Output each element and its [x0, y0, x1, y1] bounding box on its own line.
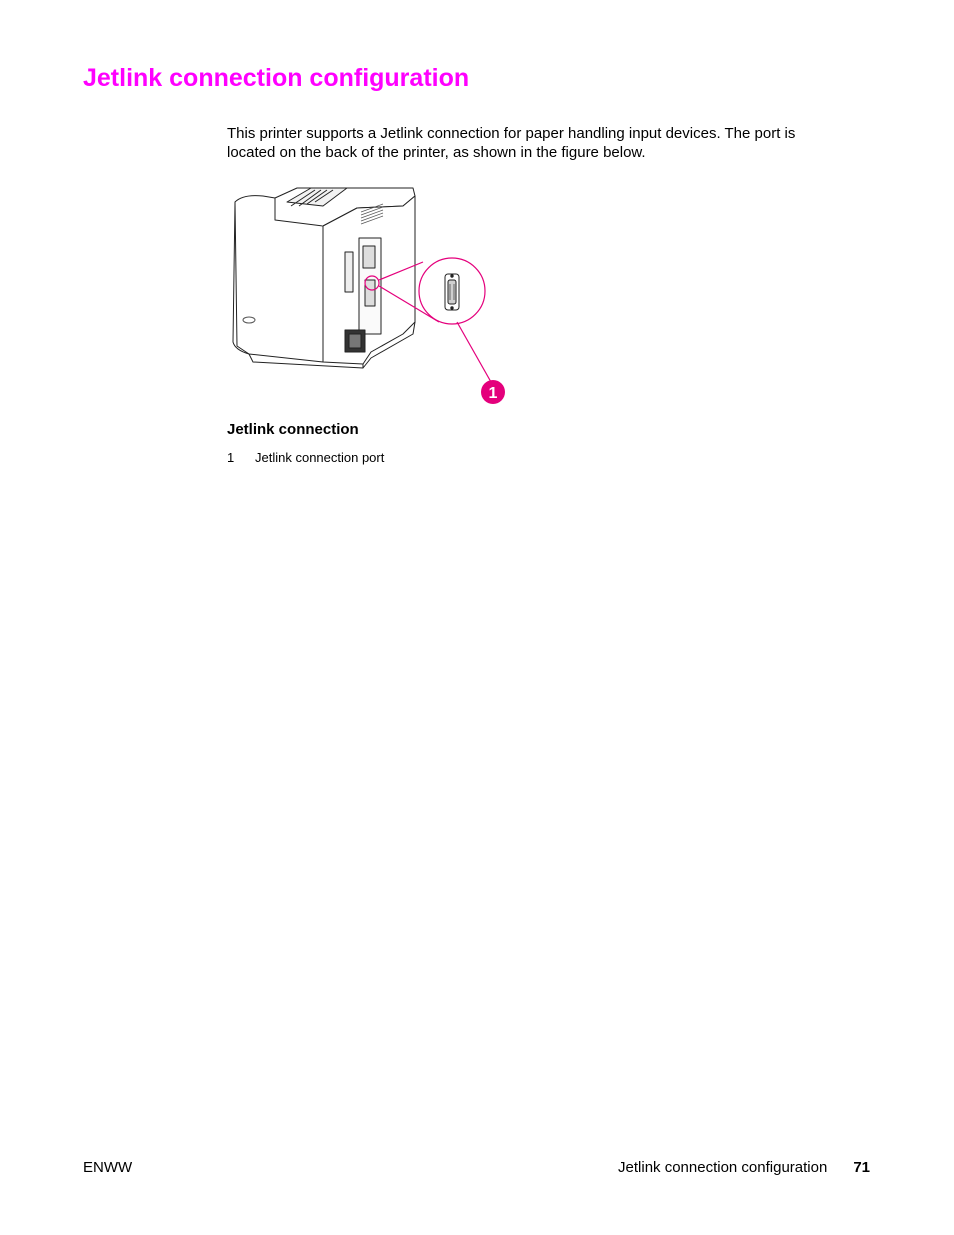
intro-paragraph: This printer supports a Jetlink connection for paper handling input devices. The port is located on the back of the printer, as shown in the figure below.: [227, 125, 796, 161]
figure-caption: Jetlink connection: [227, 421, 359, 438]
footer-right: [618, 1158, 870, 1178]
jetlink-port-icon: [445, 274, 459, 310]
figure-legend: [227, 449, 384, 466]
legend-number: 1: [227, 450, 235, 465]
printer-illustration: [227, 182, 517, 410]
legend-label: Jetlink connection port: [255, 450, 385, 465]
page-number: 71: [853, 1159, 870, 1176]
printer-front-face: [235, 196, 323, 362]
footer-left: ENWW: [83, 1159, 133, 1176]
printer-figure: [227, 182, 517, 410]
callout-number: 1: [488, 385, 498, 402]
footer-section: Jetlink connection configuration: [618, 1159, 828, 1176]
page-title: Jetlink connection configuration: [83, 64, 470, 92]
